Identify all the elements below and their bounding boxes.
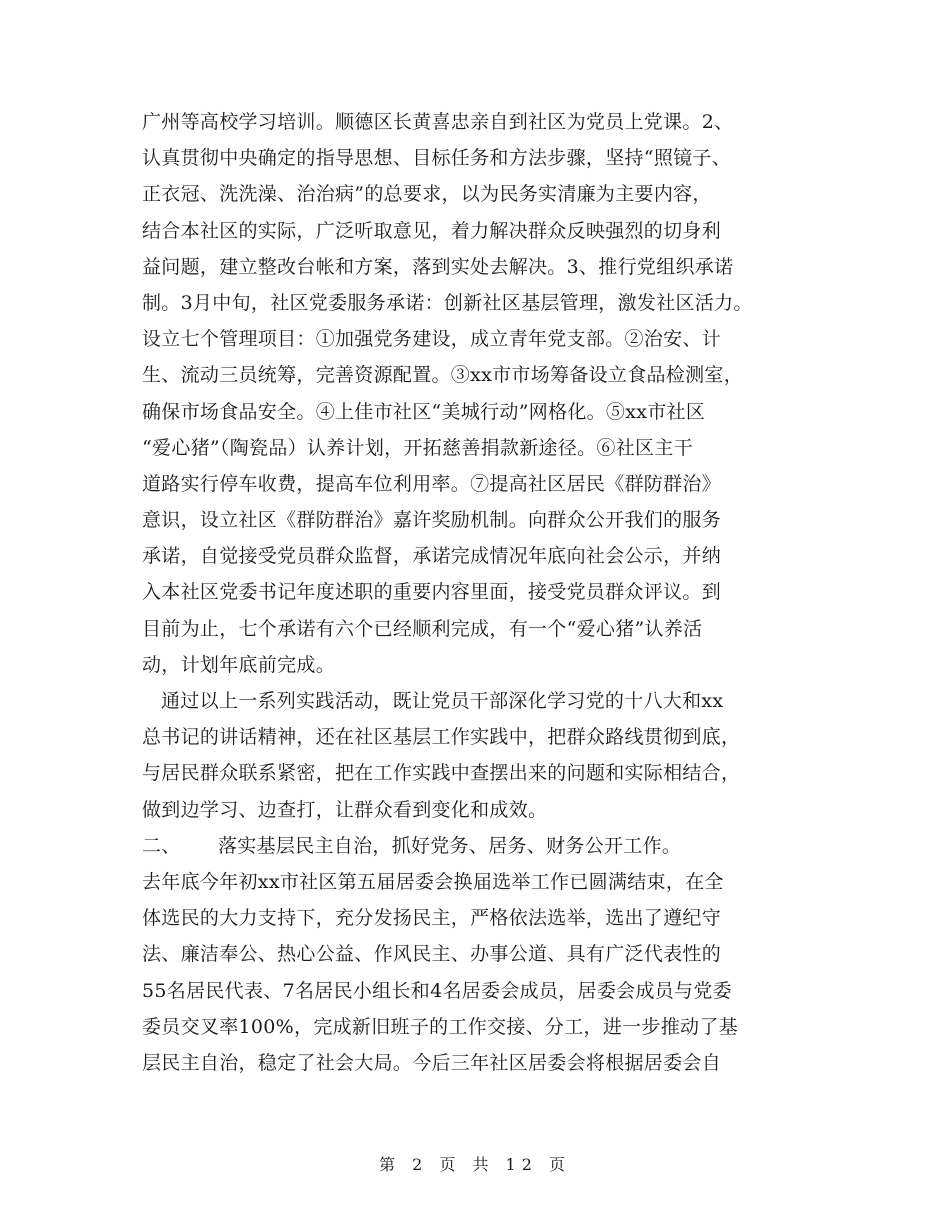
text-line-10: “爱心猪”（陶瓷品）认养计划，开拓慈善捐款新途径。⑥社区主干 — [142, 436, 693, 459]
section-number: 二、 — [142, 834, 181, 857]
text-line-22: 去年底今年初xx市社区第五届居委会换届选举工作已圆满结束，在全 — [142, 870, 724, 893]
text-line-5: 益问题，建立整改台帐和方案，落到实处去解决。3、推行党组织承诺 — [142, 255, 734, 278]
text-line-6: 制。3月中旬，社区党委服务承诺：创新社区基层管理，激发社区活力。 — [142, 291, 753, 314]
text-line-8: 生、流动三员统筹，完善资源配置。③xx市市场筹备设立食品检测室， — [142, 364, 744, 387]
text-line-2: 认真贯彻中央确定的指导思想、目标任务和方法步骤，坚持“照镜子、 — [142, 147, 732, 170]
text-line-23: 体选民的大力支持下，充分发扬民主，严格依法选举，选出了遵纪守 — [142, 907, 722, 930]
text-line-16: 动，计划年底前完成。 — [142, 653, 336, 676]
text-line-27: 层民主自治，稳定了社会大局。今后三年社区居委会将根据居委会自 — [142, 1051, 722, 1074]
section-heading — [142, 828, 832, 864]
text-line-24: 法、廉洁奉公、热心公益、作风民主、办事公道、具有广泛代表性的 — [142, 943, 722, 966]
text-line-13: 承诺，自觉接受党员群众监督，承诺完成情况年底向社会公示，并纳 — [142, 545, 722, 568]
text-line-26: 委员交叉率100%，完成新旧班子的工作交接、分工，进一步推动了基 — [142, 1015, 738, 1038]
text-line-18: 总书记的讲话精神，还在社区基层工作实践中，把群众路线贯彻到底， — [142, 726, 741, 749]
text-line-14: 入本社区党委书记年度述职的重要内容里面，接受党员群众评议。到 — [142, 581, 722, 604]
text-line-3: 正衣冠、洗洗澡、治治病”的总要求，以为民务实清廉为主要内容， — [142, 183, 712, 206]
text-line-20: 做到边学习、边查打，让群众看到变化和成效。 — [142, 798, 548, 821]
text-line-11: 道路实行停车收费，提高车位利用率。⑦提高社区居民《群防群治》 — [142, 472, 722, 495]
text-line-12: 意识，设立社区《群防群治》嘉许奖励机制。向群众公开我们的服务 — [142, 509, 722, 532]
text-line-1: 广州等高校学习培训。顺德区长黄喜忠亲自到社区为党员上党课。2、 — [142, 111, 734, 133]
text-line-25: 55名居民代表、7名居民小组长和4名居委会成员，居委会成员与党委 — [142, 979, 732, 1002]
document-body — [142, 104, 832, 1081]
text-line-4: 结合本社区的实际，广泛听取意见，着力解决群众反映强烈的切身利 — [142, 219, 722, 242]
text-line-9: 确保市场食品安全。④上佳市社区“美城行动”网格化。⑤xx市社区 — [142, 400, 706, 423]
section-title: 落实基层民主自治，抓好党务、居务、财务公开工作。 — [218, 834, 682, 857]
text-line-19: 与居民群众联系紧密，把在工作实践中查摆出来的问题和实际相结合， — [142, 762, 741, 785]
paragraph-start-line: 通过以上一系列实践活动，既让党员干部深化学习党的十八大和xx — [161, 690, 724, 712]
page-footer: 第 2 页 共 12 页 — [379, 1155, 571, 1174]
text-line-7: 设立七个管理项目：①加强党务建设，成立青年党支部。②治安、计 — [142, 328, 722, 351]
text-line-15: 目前为止，七个承诺有六个已经顺利完成，有一个“爱心猪”认养活 — [142, 617, 703, 640]
